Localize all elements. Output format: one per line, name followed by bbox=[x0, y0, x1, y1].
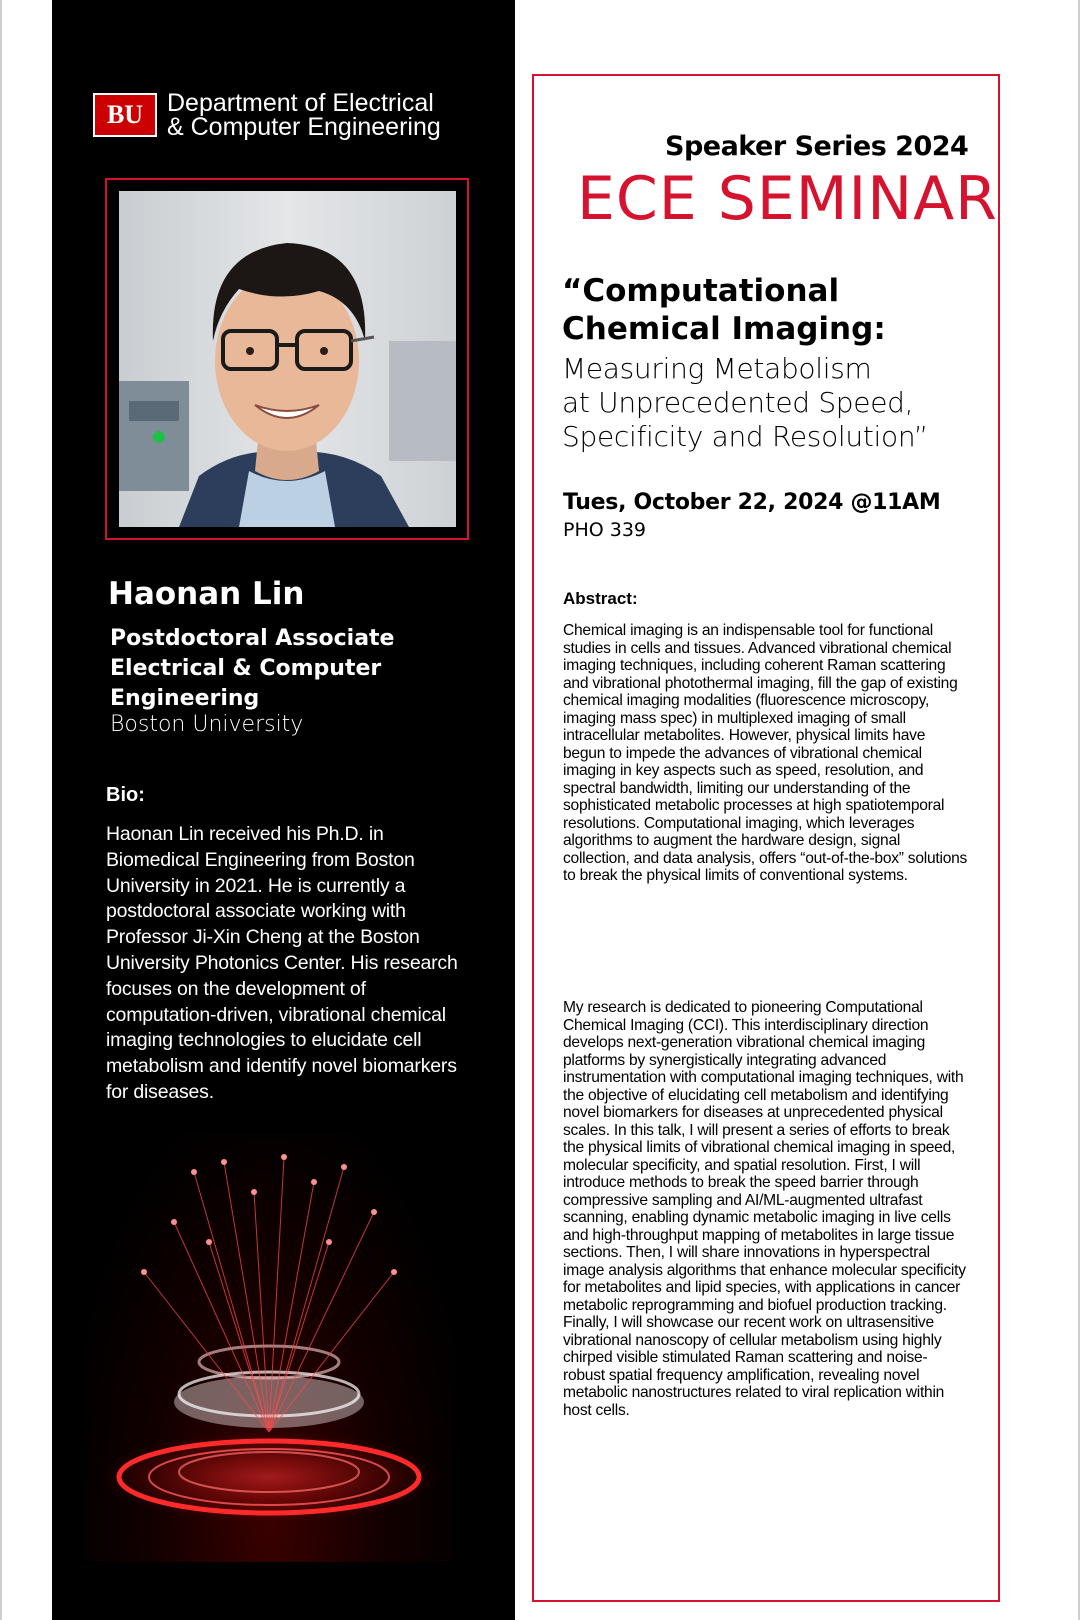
bio-heading: Bio: bbox=[106, 784, 145, 806]
speaker-affiliation: Boston University bbox=[110, 712, 304, 737]
page-edge-left bbox=[0, 0, 2, 1620]
talk-subtitle-line-1: Measuring Metabolism bbox=[562, 352, 872, 385]
speaker-title bbox=[110, 624, 440, 714]
speaker-portrait-illustration bbox=[119, 191, 456, 527]
talk-title-line-2: Chemical Imaging: bbox=[562, 311, 886, 347]
speaker-photo bbox=[119, 191, 456, 527]
talk-subtitle-line-3: Specificity and Resolution” bbox=[562, 420, 928, 453]
abstract-paragraph-1: Chemical imaging is an indispensable tool for functional studies in cells and tissues. Advanced vibrational chemical imaging techniques, including coherent Raman scattering and vibrational photothermal imaging, fill the gap of existing chemical imaging modalities (fluorescence microscopy, imaging mass spec) in multiplexed imaging of small intracellular metabolites. However, physical limits have begun to impede the advances of vibrational chemical imaging in key aspects such as speed, resolution, and spectral bandwidth, limiting our understanding of the sophisticated metabolic processes at high spatiotemporal resolutions. Computational imaging, which leverages algorithms to augment the hardware design, signal collection, and data analysis, offers “out-of-the-box” solutions to break the physical limits of conventional systems. bbox=[563, 622, 968, 884]
speaker-title-line-3: Engineering bbox=[110, 686, 260, 711]
bu-logo bbox=[93, 93, 157, 137]
speaker-photo-frame bbox=[105, 178, 469, 540]
abstract-heading: Abstract: bbox=[563, 589, 638, 608]
talk-subtitle-line-2: at Unprecedented Speed, bbox=[562, 386, 914, 419]
bio-text: Haonan Lin received his Ph.D. in Biomedical Engineering from Boston University in 2021. He is currently a postdoctoral associate working with Professor Ji-Xin Cheng at the Boston University Photonics Center. His research focuses on the development of computation-driven, vibrational chemical imaging technologies to elucidate cell metabolism and identify novel biomarkers for diseases. bbox=[106, 823, 458, 1103]
seminar-title: ECE SEMINAR bbox=[577, 164, 998, 234]
abstract-paragraph-2: My research is dedicated to pioneering Computational Chemical Imaging (CCI). This interdisciplinary direction develops next-generation vibrational chemical imaging platforms by synergistically integrating advanced instrumentation with computational imaging techniques, with the objective of elucidating cell metabolism and identifying novel biomarkers for diseases at unprecedented physical scales. In this talk, I will present a series of efforts to break the physical limits of vibrational chemical imaging in speed, molecular specificity, and spatial resolution. First, I will introduce methods to break the speed barrier through compressive sampling and AI/ML-augmented ultrafast scanning, enabling dynamic metabolic imaging in live cells and high-throughput mapping of metabolites in large tissue sections. Then, I will share innovations in hyperspectral image analysis algorithms that enhance molecular specificity for metabolites and lipid species, with applications in cancer metabolic reprogramming and biofuel production tracking. Finally, I will showcase our recent work on ultrasensitive vibrational nanoscopy of cellular metabolism using highly chirped visible stimulated Raman scattering and noise-robust spatial frequency amplification, revealing novel metabolic nanostructures related to viral replication within host cells. bbox=[563, 999, 966, 1419]
talk-room: PHO 339 bbox=[563, 519, 647, 541]
imaging-illustration bbox=[84, 1132, 454, 1562]
glowing-data-rings-graphic bbox=[84, 1132, 454, 1562]
department-header bbox=[93, 89, 441, 141]
department-line-1: Department of Electrical bbox=[167, 89, 434, 117]
speaker-series-label: Speaker Series 2024 bbox=[665, 131, 969, 162]
talk-title bbox=[562, 272, 886, 348]
department-line-2: & Computer Engineering bbox=[167, 113, 441, 141]
talk-subtitle bbox=[562, 352, 928, 454]
department-name bbox=[167, 91, 441, 139]
talk-title-line-1: “Computational bbox=[562, 273, 840, 309]
speaker-title-line-2: Electrical & Computer bbox=[110, 656, 382, 681]
bu-logo-text: BU bbox=[106, 100, 144, 129]
talk-date: Tues, October 22, 2024 @11AM bbox=[563, 490, 941, 515]
speaker-name: Haonan Lin bbox=[108, 576, 305, 612]
speaker-title-line-1: Postdoctoral Associate bbox=[110, 626, 395, 651]
